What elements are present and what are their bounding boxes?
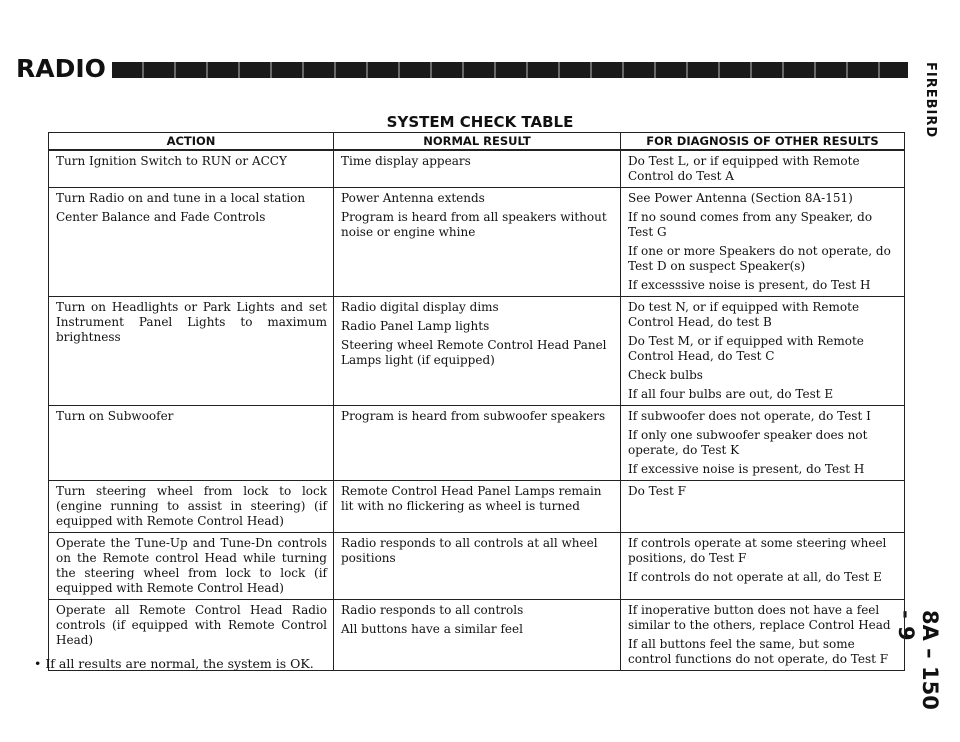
cell-line: If all buttons feel the same, but some control functions do not operate, do Test F [628, 637, 889, 666]
column-header-normal-result: NORMAL RESULT [334, 133, 621, 151]
cell-line: If excesssive noise is present, do Test H [628, 278, 871, 292]
diagnosis-cell [621, 150, 905, 188]
diagnosis-cell [621, 188, 905, 297]
table-row [49, 406, 905, 481]
cell-line: See Power Antenna (Section 8A-151) [628, 191, 853, 205]
diagnosis-cell [621, 481, 905, 533]
cell-line: Radio Panel Lamp lights [341, 319, 490, 333]
cell-line: Do Test M, or if equipped with Remote Control Head, do Test C [628, 334, 864, 363]
cell-line: Do Test F [628, 484, 686, 498]
cell-line: Do Test L, or if equipped with Remote Control do Test A [628, 154, 860, 183]
table-title: SYSTEM CHECK TABLE [386, 113, 574, 131]
cell-line: Steering wheel Remote Control Head Panel Lamps light (if equipped) [341, 338, 607, 367]
cell-line: If all four bulbs are out, do Test E [628, 387, 834, 401]
cell-line: If only one subwoofer speaker does not operate, do Test K [628, 428, 868, 457]
system-check-table [48, 132, 905, 671]
table-row [49, 481, 905, 533]
cell-line: Remote Control Head Panel Lamps remain lit with no flickering as wheel is turned [341, 484, 602, 513]
diagnosis-cell [621, 533, 905, 600]
header-rule [112, 62, 908, 78]
cell-line: If controls operate at some steering wheel positions, do Test F [628, 536, 887, 565]
footnote: • If all results are normal, the system is OK. [34, 656, 314, 671]
section-title: RADIO [16, 54, 106, 83]
cell-line: All buttons have a similar feel [341, 622, 523, 636]
cell-line: Do test N, or if equipped with Remote Control Head, do test B [628, 300, 860, 329]
table-body [49, 150, 905, 671]
normal-result-cell [334, 150, 621, 188]
diagnosis-cell [621, 600, 905, 671]
cell-line: If controls do not operate at all, do Test E [628, 570, 882, 584]
action-cell [49, 150, 334, 188]
cell-line: Radio digital display dims [341, 300, 499, 314]
action-cell [49, 297, 334, 406]
cell-line: If one or more Speakers do not operate, do Test D on suspect Speaker(s) [628, 244, 891, 273]
cell-line: Power Antenna extends [341, 191, 485, 205]
cell-line: Turn Radio on and tune in a local station [56, 191, 306, 205]
cell-line: Program is heard from subwoofer speakers [341, 409, 606, 423]
normal-result-cell [334, 533, 621, 600]
action-cell [49, 188, 334, 297]
action-cell [49, 533, 334, 600]
table-row [49, 297, 905, 406]
cell-line: If no sound comes from any Speaker, do Test G [628, 210, 873, 239]
action-cell [49, 406, 334, 481]
cell-line: If subwoofer does not operate, do Test I [628, 409, 871, 423]
normal-result-cell [334, 297, 621, 406]
page-number: 8A – 150 - 9 [894, 610, 942, 710]
diagnosis-cell [621, 297, 905, 406]
normal-result-cell [334, 406, 621, 481]
side-model-label: FIREBIRD [923, 62, 938, 139]
cell-line: Operate the Tune-Up and Tune-Dn controls on the Remote control Head while turning the steering wheel from lock to lock (if equipped with Remote Control Head) [56, 536, 327, 595]
cell-line: Turn on Subwoofer [56, 409, 174, 423]
table-row [49, 150, 905, 188]
cell-line: Center Balance and Fade Controls [56, 210, 266, 224]
column-header-diagnosis: FOR DIAGNOSIS OF OTHER RESULTS [621, 133, 905, 151]
normal-result-cell [334, 188, 621, 297]
cell-line: Radio responds to all controls at all wheel positions [341, 536, 598, 565]
column-header-action: ACTION [49, 133, 334, 151]
cell-line: Turn on Headlights or Park Lights and set Instrument Panel Lights to maximum brightness [56, 300, 327, 344]
cell-line: If inoperative button does not have a feel similar to the others, replace Control Head [628, 603, 891, 632]
cell-line: Operate all Remote Control Head Radio controls (if equipped with Remote Control Head) [56, 603, 327, 647]
table-row [49, 188, 905, 297]
cell-line: Radio responds to all controls [341, 603, 524, 617]
normal-result-cell [334, 600, 621, 671]
cell-line: Check bulbs [628, 368, 703, 382]
table-header-row [49, 133, 905, 151]
diagnosis-cell [621, 406, 905, 481]
cell-line: Turn Ignition Switch to RUN or ACCY [56, 154, 287, 168]
cell-line: If excessive noise is present, do Test H [628, 462, 865, 476]
cell-line: Program is heard from all speakers without noise or engine whine [341, 210, 607, 239]
action-cell [49, 481, 334, 533]
cell-line: Time display appears [341, 154, 471, 168]
table-row [49, 533, 905, 600]
normal-result-cell [334, 481, 621, 533]
cell-line: Turn steering wheel from lock to lock (engine running to assist in steering) (if equipped with Remote Control Head) [56, 484, 327, 528]
